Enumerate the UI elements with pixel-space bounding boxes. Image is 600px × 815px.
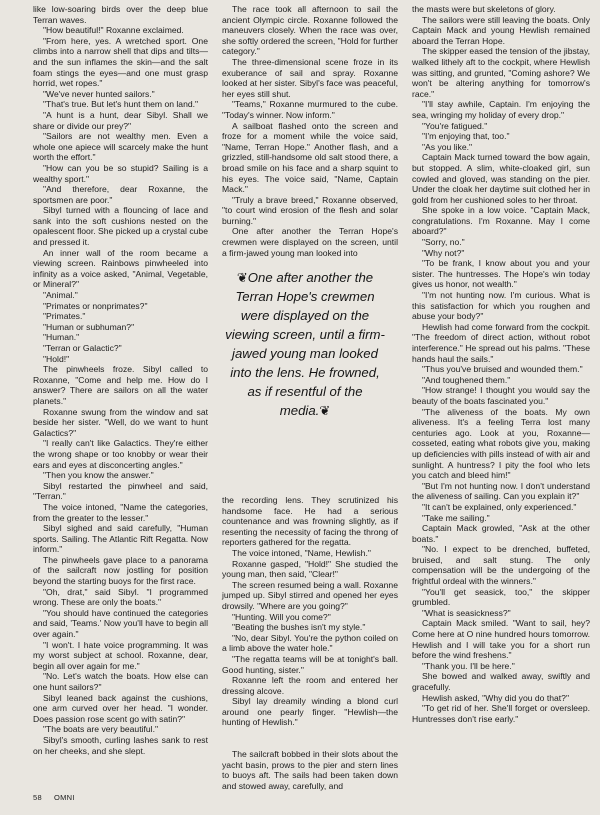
magazine-name: OMNI [53, 793, 75, 802]
paragraph: She bowed and walked away, swiftly and gracefully. [412, 671, 590, 692]
paragraph: Sibyl leaned back against the cushions, one arm curved over her head. "I wonder. Does passion rose scent go with satin?" [33, 692, 208, 724]
paragraph: "I'm not hunting now. I'm curious. What is this satisfaction for which you roughen and abuse your body?" [412, 290, 590, 322]
paragraph: "You'll get seasick, too," the skipper grumbled. [412, 586, 590, 608]
paragraph: The skipper eased the tension of the jibstay, walked lithely aft to the cockpit, where Hewlish was sitting, and grunted, "Coming ashore? We won't be altering anything for tomorrow's race." [412, 46, 590, 99]
text-column-1 [33, 4, 208, 782]
paragraph: Roxanne gasped, "Hold!" She studied the young man, then said, "Clear!" [222, 558, 398, 580]
pull-quote [225, 268, 385, 478]
pull-quote-text: One after another the Terran Hope's crewmen were displayed on the viewing screen, until a firm-jawed young man looked into the lens. He frowned, as if resentful of the media. [225, 270, 385, 418]
paragraph: "What is seasickness?" [422, 607, 511, 618]
paragraph: The pinwheels gave place to a panorama of the sailcraft now jostling for position beyond the starting buoys for the first race. [33, 554, 208, 587]
paragraph: "I'll stay awhile, Captain. I'm enjoying the sea, wringing my holiday of every drop." [412, 99, 590, 120]
paragraph: "To get rid of her. She'll forget or oversleep. Huntresses don't rise early." [412, 703, 590, 724]
paragraph: She spoke in a low voice. "Captain Mack, congratulations. I'm Roxanne. May I come aboard?" [412, 205, 590, 237]
paragraph: "No. I expect to be drenched, buffeted, bruised, and salt stung. The only compensation will be the undergoing of the frightful ordeal with the winners." [412, 544, 590, 587]
paragraph: "A hunt is a hunt, dear Sibyl. Shall we share or divide our prey?" [33, 109, 208, 131]
paragraph: "From here, yes. A wretched sport. One climbs into a narrow shell that dips and tilts—and the sun inflames the skin—and the salt foam stings the eyes—and one must grasp horrid, wet ropes." [33, 35, 208, 89]
paragraph: The three-dimensional scene froze in its exuberance of sail and spray. Roxanne looked at her sister. Sibyl's face was peaceful, her eyes still shut. [222, 56, 398, 99]
paragraph: The screen resumed being a wall. Roxanne jumped up. Sibyl stirred and opened her eyes drowsily. "Where are you going?" [222, 579, 398, 611]
paragraph: Hewlish had come forward from the cockpit. "The freedom of direct action, without robot interference." He spread out his palms. "These hands haul the sails." [412, 321, 590, 364]
paragraph: The sailcraft bobbed in their slots about the yacht basin, prows to the pier and stern lines to buoys aft. The sails had been taken down and stowed away, carefully, and [222, 749, 398, 791]
pull-quote-close-ornament: ❦ [319, 403, 331, 418]
paragraph: A sailboat flashed onto the screen and froze for a moment while the voice said, "Name, Terran Hope." Another flash, and a grizzled, still-handsome old salt stood there, a broad smile on his face and a sharp squint to his eyes. The voice said, "Name, Captain Mack." [222, 120, 398, 195]
paragraph: Roxanne swung from the window and sat beside her sister. "Well, do we want to hunt Galactics?" [33, 406, 208, 438]
paragraph: "The regatta teams will be at tonight's ball. Good hunting, sister." [222, 653, 398, 675]
paragraph: "Beating the bushes isn't my style." [232, 622, 366, 633]
page-footer [33, 793, 87, 802]
paragraph: "Hold!" [43, 353, 70, 364]
paragraph: "How beautiful!" Roxanne exclaimed. [43, 25, 184, 36]
paragraph: "You're fatigued." [422, 120, 488, 131]
paragraph: the masts were but skeletons of glory. [412, 4, 556, 14]
paragraph: Hewlish asked, "Why did you do that?" [422, 692, 570, 703]
paragraph: Sibyl sighed and said carefully, "Human sports. Sailing. The Atlantic Rift Regatta. Now inform." [33, 523, 208, 555]
text-column-3 [412, 4, 590, 784]
paragraph: The voice intoned, "Name the categories, from the greater to the lesser." [33, 501, 208, 523]
paragraph: "Take me sailing." [422, 512, 490, 523]
paragraph: Roxanne left the room and entered her dressing alcove. [222, 675, 398, 696]
paragraph: "Sorry, no." [422, 237, 465, 248]
paragraph: "But I'm not hunting now. I don't understand the aliveness of sailing. Can you explain it?" [412, 480, 590, 502]
pull-quote-open-ornament: ❦ [236, 270, 248, 285]
paragraph [222, 728, 398, 749]
paragraph: "And therefore, dear Roxanne, the sportsmen are poor." [33, 184, 208, 205]
paragraph: "Thus you've bruised and wounded them." [422, 364, 583, 375]
paragraph: "Why not?" [422, 247, 465, 258]
paragraph: "Teams," Roxanne murmured to the cube. "Today's winner. Now inform." [222, 99, 398, 120]
paragraph: "How strange! I thought you would say the beauty of the boats fascinated you." [412, 385, 590, 406]
paragraph: "It can't be explained, only experienced." [422, 501, 577, 512]
paragraph: The race took all afternoon to sail the ancient Olympic circle. Roxanne followed the maneuvers closely. When the race was over, she softly ordered the screen, "Hold for further category." [222, 4, 398, 57]
paragraph: "Human or subhuman?" [43, 321, 135, 332]
paragraph: "Animal." [43, 290, 78, 301]
paragraph: "That's true. But let's hunt them on land." [43, 99, 199, 110]
paragraph: An inner wall of the room became a viewing screen. Rainbows pinwheeled into infinity as a voice asked, "Animal, Vegetable, or Mineral?" [33, 247, 208, 290]
paragraph: "Human." [43, 332, 80, 343]
paragraph: "I really can't like Galactics. They're either the wrong shape or too knobby or wear their ears and eyes at disconcerting angles." [33, 438, 208, 470]
paragraph: "Sailors are not wealthy men. Even a whole one apiece will scarcely make the hunt worth the effort." [33, 131, 208, 163]
paragraph: Sibyl restarted the pinwheel and said, "Terran." [33, 480, 208, 502]
paragraph: "As you like." [422, 141, 473, 152]
paragraph: One after another the Terran Hope's crewmen were displayed on the screen, until a firm-jawed young man looked into [222, 226, 398, 258]
paragraph: "Terran or Galactic?" [43, 343, 122, 353]
paragraph: "The boats are very beautiful." [43, 724, 159, 735]
paragraph: "You should have continued the categories and said, 'Teams.' Now you'll have to begin all over again." [33, 607, 208, 640]
paragraph: "I'm enjoying that, too." [422, 131, 510, 142]
page-number: 58 [33, 793, 42, 802]
paragraph: Captain Mack smiled. "Want to sail, hey? Come here at O nine hundred hours tomorrow. Hewlish and I will take you for a short run before the wind freshens." [412, 618, 590, 661]
paragraph: Sibyl's smooth, curling lashes sank to rest on her cheeks, and she slept. [33, 734, 208, 756]
text-column-2-top [222, 4, 398, 262]
paragraph: "Truly a brave breed," Roxanne observed, "to court wind erosion of the flesh and solar burning." [222, 194, 398, 226]
paragraph: "Primates." [43, 311, 86, 322]
paragraph: "To be frank, I know about you and your sister. The huntresses. The Hope's win today gives us honor, not wealth." [412, 258, 590, 290]
paragraph: "No. Let's watch the boats. How else can one hunt sailors?" [33, 671, 208, 692]
paragraph: the recording lens. They scrutinized his handsome face. He had a serious countenance and was frowning slightly, as if resenting the necessity of facing the throng of reporters gathered for the regatta. [222, 495, 398, 548]
paragraph: "How can you be so stupid? Sailing is a wealthy sport." [33, 162, 208, 184]
paragraph: Sibyl turned with a flouncing of lace and sank into the soft cushions nested on the opalescent floor. She picked up a crystal cube and pressed it. [33, 205, 208, 248]
text-column-2-bottom [222, 495, 398, 791]
paragraph: "No, dear Sibyl. You're the python coiled on a limb above the water hole." [222, 632, 398, 654]
paragraph: The sailors were still leaving the boats. Only Captain Mack and young Hewlish remained aboard the Terran Hope. [412, 14, 590, 46]
paragraph: "We've never hunted sailors." [43, 88, 155, 99]
paragraph: "Thank you. I'll be here." [422, 660, 515, 671]
paragraph: Captain Mack growled, "Ask at the other boats." [412, 523, 590, 544]
paragraph: Sibyl lay dreamily winding a blond curl around one pearly finger. "Hewlish—the hunting of Hewlish." [222, 696, 398, 728]
paragraph: "And toughened them." [422, 374, 511, 385]
paragraph: "The aliveness of the boats. My own aliveness. It's a feeling Terra lost many centuries ago. Look at you, Roxanne—cosseted, eating what robots give you, making up deficiencies with pills instead of with air and sunlight. A huntress? I pity the fool who lets you catch and bleed him!" [412, 406, 590, 481]
paragraph: The voice intoned, "Name, Hewlish." [232, 547, 371, 558]
paragraph: "Oh, drat," said Sibyl. "I programmed wrong. These are only the boats." [33, 586, 208, 608]
paragraph: The pinwheels froze. Sibyl called to Roxanne, "Come and help me. How do I answer? There are sailors on all the water planets." [33, 364, 208, 406]
paragraph: "Primates or nonprimates?" [43, 300, 148, 311]
paragraph: "Then you know the answer." [43, 470, 154, 481]
paragraph: "Hunting. Will you come?" [232, 611, 331, 622]
paragraph: "I won't. I hate voice programming. It was my worst subject at school. Roxanne, dear, begin all over again for me." [33, 639, 208, 671]
paragraph: Captain Mack turned toward the bow again, but stopped. A slim, white-cloaked girl, sun cowled and gloved, was standing on the pier. Under the cloak her daytime suit clothed her in gold from her cushioned soles to her throat. [412, 152, 590, 205]
paragraph: like low-soaring birds over the deep blue Terran waves. [33, 4, 208, 25]
